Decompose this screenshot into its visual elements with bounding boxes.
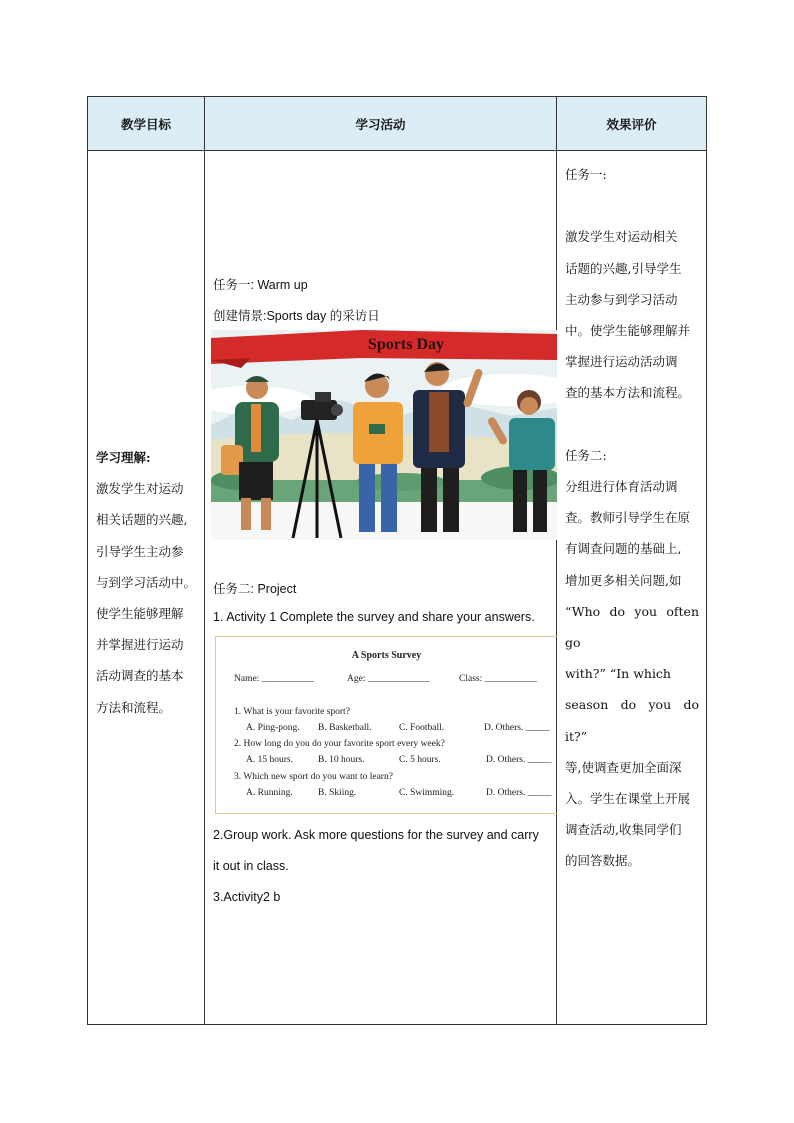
evaluation-task2-title: 任务二: [565, 447, 607, 463]
survey-name-field: Name: ___________ [234, 674, 314, 684]
survey-option: B. Skiing. [318, 788, 357, 798]
survey-option: D. Others. _____ [486, 755, 552, 765]
survey-option: C. Football. [399, 723, 445, 733]
objectives-cell [96, 442, 204, 723]
evaluation-line: 中。使学生能够理解并 [565, 323, 691, 338]
sports-survey-form [215, 636, 557, 814]
evaluation-line: 掌握进行运动活动调 [565, 354, 678, 370]
survey-option: C. Swimming. [399, 788, 455, 798]
evaluation-line: season do you do it?” [565, 697, 699, 744]
objectives-line: 方法和流程。 [96, 699, 172, 715]
header-activities: 学习活动 [355, 116, 406, 132]
evaluation-cell [565, 159, 699, 877]
header-objectives: 教学目标 [120, 116, 171, 132]
sports-day-illustration [211, 330, 557, 540]
objectives-title: 学习理解: [96, 450, 151, 465]
task2-title: 任务二: Project [213, 582, 297, 596]
banner-text: Sports Day [367, 336, 445, 353]
survey-option: B. Basketball. [318, 723, 372, 733]
evaluation-task1-title: 任务一: [565, 167, 607, 182]
evaluation-line: 等,使调查更加全面深 [565, 759, 682, 775]
activity2-text: 3.Activity2 b [213, 890, 281, 904]
objectives-line: 活动调查的基本 [96, 668, 184, 684]
survey-question: 1. What is your favorite sport? [234, 707, 350, 717]
column-divider [204, 97, 205, 1024]
evaluation-line: 查。教师引导学生在原 [565, 510, 691, 526]
objectives-line: 相关话题的兴趣, [96, 512, 188, 528]
evaluation-line: 增加更多相关问题,如 [565, 572, 682, 588]
survey-option: B. 10 hours. [318, 755, 365, 765]
survey-question: 3. Which new sport do you want to learn? [234, 772, 393, 782]
evaluation-line: 调查活动,收集同学们 [565, 822, 682, 838]
evaluation-line: 分组进行体育活动调 [565, 479, 678, 494]
evaluation-line: 入。学生在课堂上开展 [565, 791, 691, 807]
header-evaluation: 效果评价 [606, 116, 657, 132]
objectives-line: 使学生能够理解 [96, 606, 184, 622]
survey-title: A Sports Survey [351, 650, 422, 661]
survey-option: A. Running. [246, 788, 293, 798]
evaluation-line: 主动参与到学习活动 [565, 291, 678, 307]
evaluation-line: 查的基本方法和流程。 [565, 385, 691, 401]
task1-title: 任务一: Warm up [213, 278, 308, 292]
evaluation-line: “Who do you often go [565, 603, 699, 651]
column-divider [556, 97, 557, 1024]
group-work-text-cont: it out in class. [213, 859, 289, 873]
survey-option: D. Others. _____ [484, 723, 550, 733]
survey-age-field: Age: _____________ [347, 674, 430, 684]
survey-option: C. 5 hours. [399, 755, 441, 765]
evaluation-line: 话题的兴趣,引导学生 [565, 260, 682, 276]
evaluation-line: with?” “In which [565, 666, 671, 682]
objectives-line: 引导学生主动参 [96, 543, 184, 559]
evaluation-line: 有调查问题的基础上, [565, 541, 682, 557]
survey-option: D. Others. _____ [486, 788, 552, 798]
scenario-text: 创建情景:Sports day 的采访日 [213, 309, 380, 323]
group-work-text: 2.Group work. Ask more questions for the survey and carry [213, 828, 539, 842]
objectives-line: 与到学习活动中。 [96, 574, 197, 590]
evaluation-line: 激发学生对运动相关 [565, 229, 678, 245]
objectives-line: 激发学生对运动 [96, 481, 184, 497]
survey-option: A. 15 hours. [246, 755, 293, 765]
objectives-line: 并掌握进行运动 [96, 637, 184, 653]
lesson-plan-table [87, 96, 707, 1025]
activity1-text: 1. Activity 1 Complete the survey and share your answers. [213, 610, 535, 624]
survey-question: 2. How long do you do your favorite sport every week? [234, 739, 445, 749]
survey-option: A. Ping-pong. [246, 723, 300, 733]
survey-class-field: Class: ___________ [459, 674, 537, 684]
evaluation-line: 的回答数据。 [565, 853, 641, 869]
